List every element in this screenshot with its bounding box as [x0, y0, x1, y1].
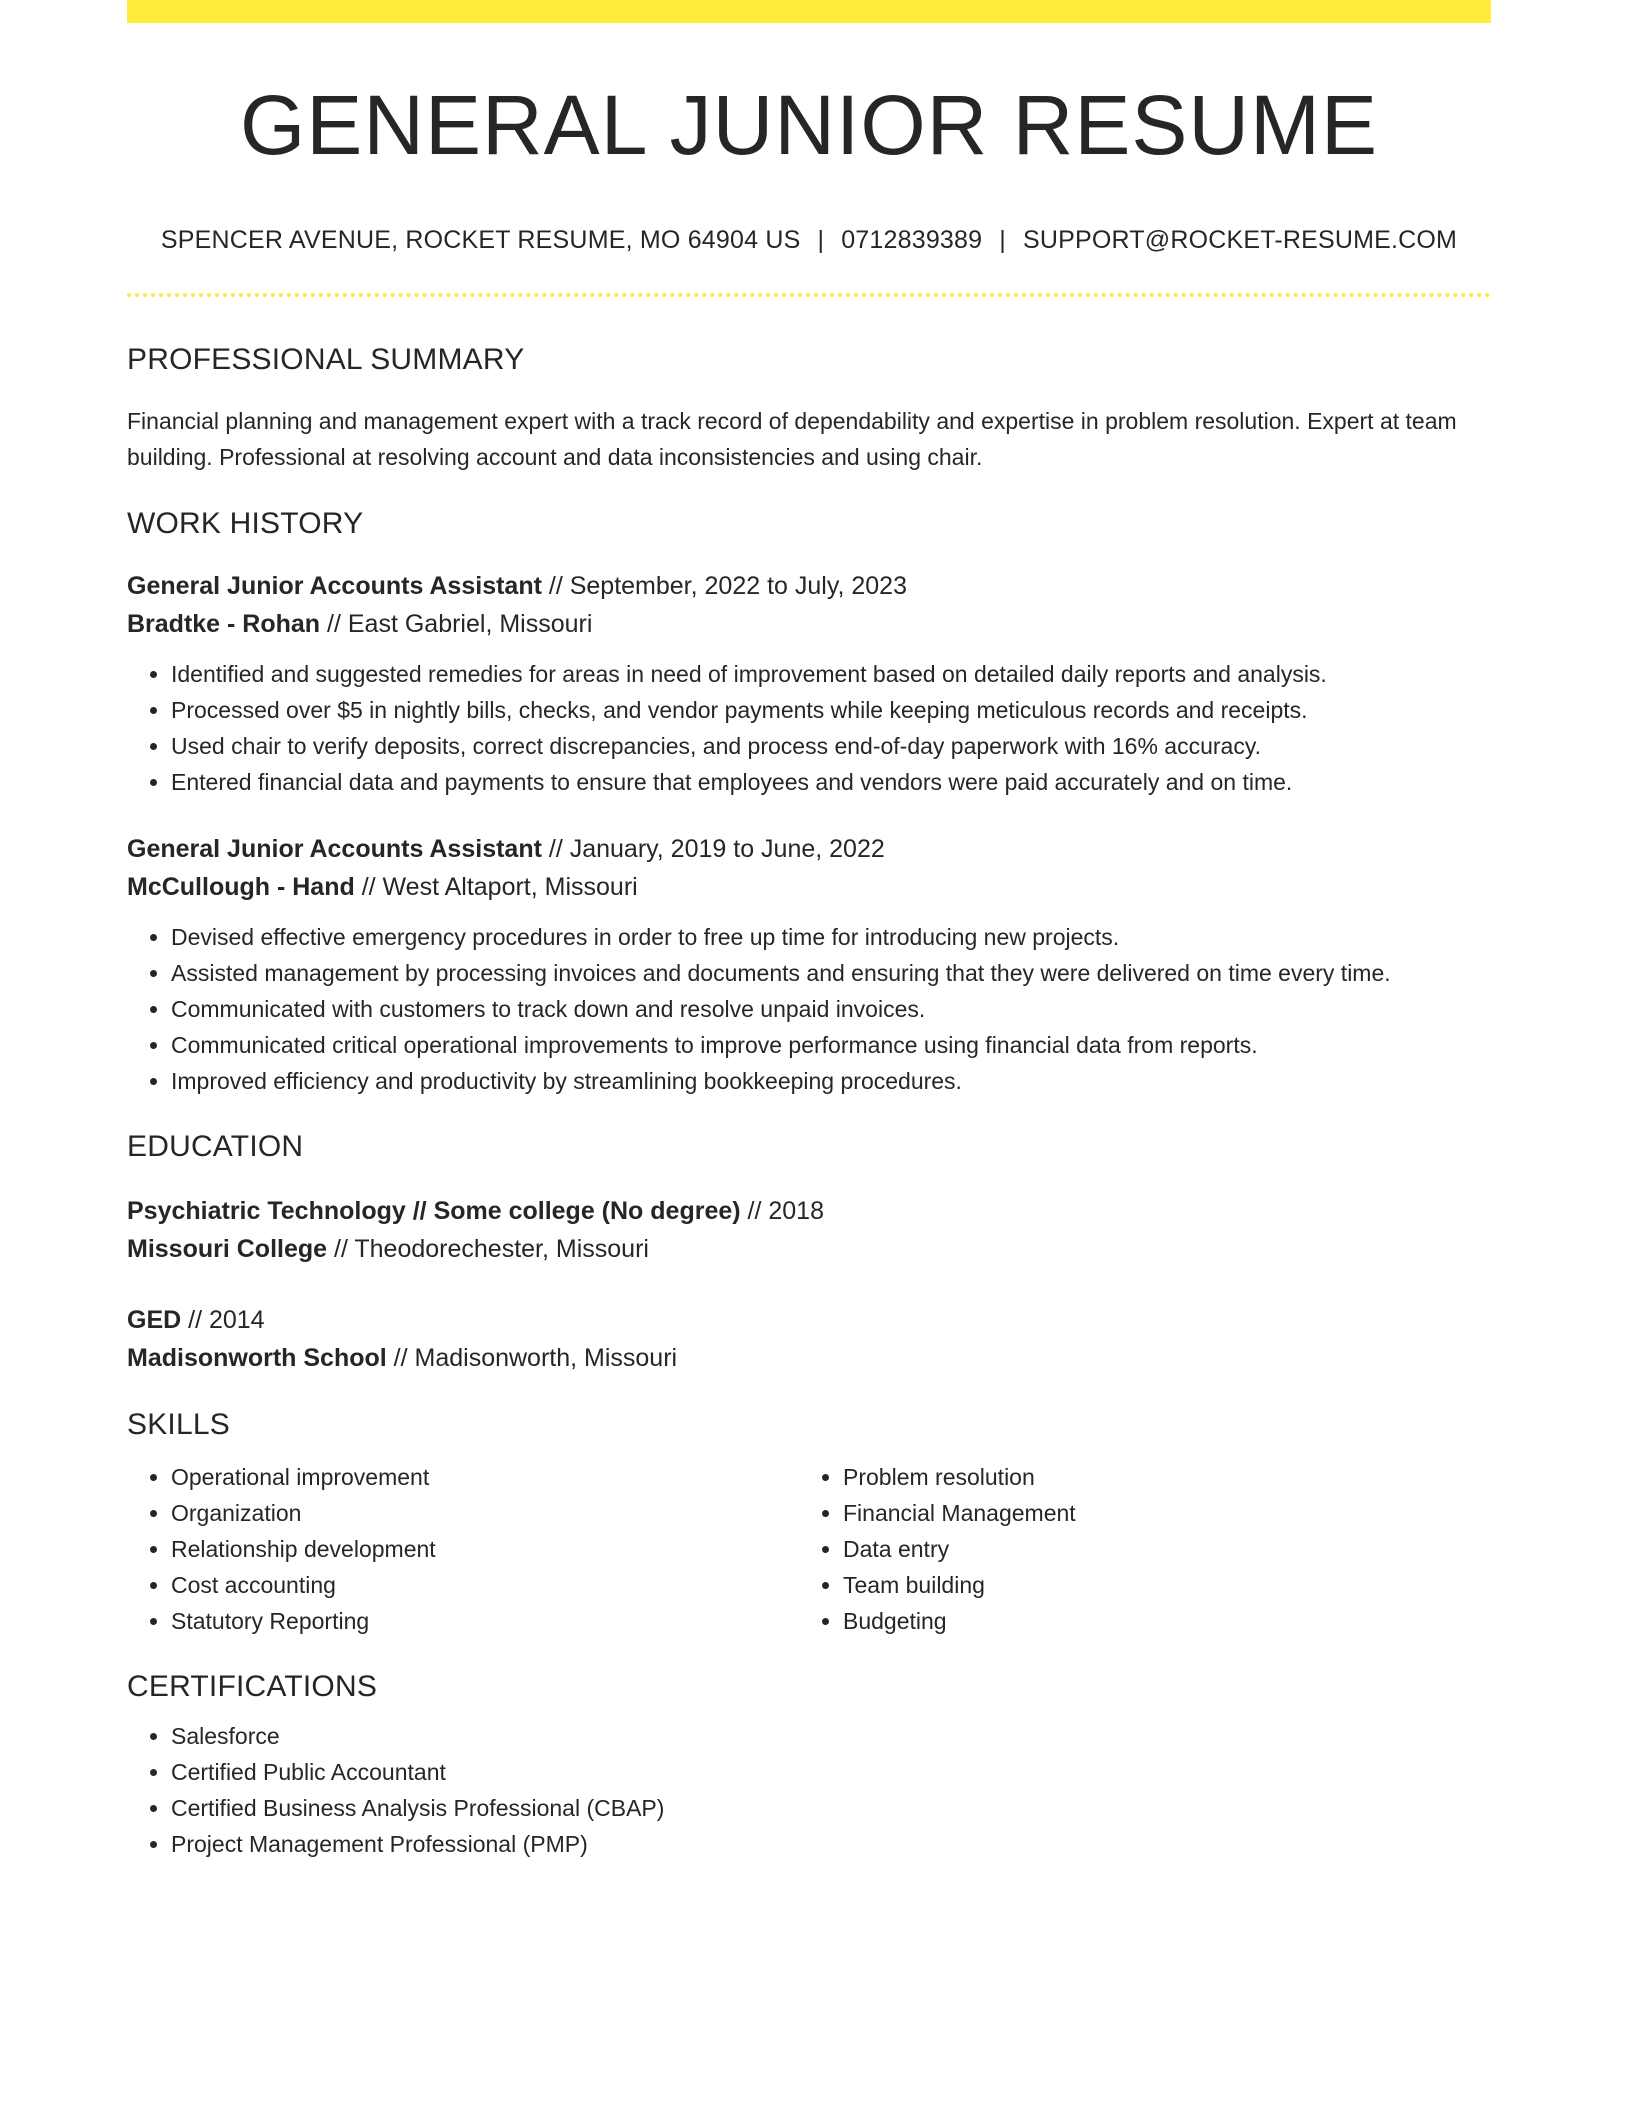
education-degree-line [127, 1301, 1491, 1339]
list-item: • Communicated with customers to track down and resolve unpaid invoices. [171, 991, 1491, 1027]
job-role: General Junior Accounts Assistant [127, 572, 542, 600]
resume-page [127, 0, 1491, 1862]
job-location: // East Gabriel, Missouri [320, 610, 593, 638]
section-title-work-history: WORK HISTORY [127, 507, 364, 540]
list-item: • Communicated critical operational improvements to improve performance using financial data from reports. [171, 1027, 1491, 1063]
list-item: • Certified Public Accountant [171, 1754, 1491, 1790]
education-location: // Theodorechester, Missouri [327, 1235, 649, 1263]
job-company-line [127, 868, 1491, 906]
job-role-line [127, 830, 1491, 868]
contact-line [127, 225, 1491, 255]
list-item: • Budgeting [843, 1603, 1471, 1639]
education-degree: GED [127, 1306, 182, 1334]
list-item: • Statutory Reporting [171, 1603, 799, 1639]
list-item: • Project Management Professional (PMP) [171, 1826, 1491, 1862]
education-school-line [127, 1230, 1491, 1268]
job-bullets [127, 919, 1491, 1099]
list-item: • Entered financial data and payments to ensure that employees and vendors were paid accurately and on time. [171, 764, 1491, 800]
job-entry [127, 830, 1491, 906]
job-dates: // January, 2019 to June, 2022 [541, 835, 885, 863]
section-title-skills: SKILLS [127, 1408, 230, 1441]
list-item: • Certified Business Analysis Professional (CBAP) [171, 1790, 1491, 1826]
contact-phone: 0712839389 [841, 226, 983, 254]
education-school: Missouri College [127, 1235, 328, 1263]
list-item: • Devised effective emergency procedures in order to free up time for introducing new projects. [171, 919, 1491, 955]
education-location: // Madisonworth, Missouri [386, 1344, 678, 1372]
summary-text: Financial planning and management expert with a track record of dependability and expertise in problem resolution. Expert at team building. Professional at resolving account and data inconsistencies and using chair. [127, 408, 1457, 470]
job-role: General Junior Accounts Assistant [127, 835, 542, 863]
list-item: • Financial Management [843, 1495, 1471, 1531]
education-year: // 2018 [740, 1197, 824, 1225]
job-company: Bradtke - Rohan [127, 610, 321, 638]
list-item: • Problem resolution [843, 1459, 1471, 1495]
list-item: • Cost accounting [171, 1567, 799, 1603]
section-title-summary: PROFESSIONAL SUMMARY [127, 343, 525, 376]
list-item: • Identified and suggested remedies for areas in need of improvement based on detailed daily reports and analysis. [171, 656, 1491, 692]
list-item: • Operational improvement [171, 1459, 799, 1495]
contact-address: SPENCER AVENUE, ROCKET RESUME, MO 64904 US [160, 226, 801, 254]
accent-top-bar [127, 0, 1491, 23]
contact-email: SUPPORT@ROCKET-RESUME.COM [1022, 226, 1458, 254]
list-item: • Salesforce [171, 1718, 1491, 1754]
list-item: • Organization [171, 1495, 799, 1531]
job-entry [127, 567, 1491, 643]
certifications-list [127, 1718, 1491, 1862]
skills-column-left [127, 1459, 799, 1639]
job-role-line [127, 567, 1491, 605]
section-title-education: EDUCATION [127, 1130, 304, 1163]
list-item: • Assisted management by processing invoices and documents and ensuring that they were delivered on time every time. [171, 955, 1491, 991]
section-title-certifications: CERTIFICATIONS [127, 1670, 378, 1703]
skills-column-right [799, 1459, 1471, 1639]
list-item: • Used chair to verify deposits, correct discrepancies, and process end-of-day paperwork with 16% accuracy. [171, 728, 1491, 764]
education-school-line [127, 1339, 1491, 1377]
job-bullets [127, 656, 1491, 800]
job-company-line [127, 605, 1491, 643]
education-school: Madisonworth School [127, 1344, 387, 1372]
education-entry [127, 1192, 1491, 1268]
job-location: // West Altaport, Missouri [354, 873, 638, 901]
list-item: • Data entry [843, 1531, 1471, 1567]
list-item: • Improved efficiency and productivity by streamlining bookkeeping procedures. [171, 1063, 1491, 1099]
education-degree-line [127, 1192, 1491, 1230]
contact-separator: | [999, 226, 1006, 254]
list-item: • Relationship development [171, 1531, 799, 1567]
education-year: // 2014 [181, 1306, 265, 1334]
list-item: • Processed over $5 in nightly bills, checks, and vendor payments while keeping meticulous records and receipts. [171, 692, 1491, 728]
education-entry [127, 1301, 1491, 1377]
dotted-divider [127, 293, 1491, 297]
contact-separator: | [817, 226, 825, 254]
job-company: McCullough - Hand [127, 873, 355, 901]
job-dates: // September, 2022 to July, 2023 [541, 572, 907, 600]
education-degree: Psychiatric Technology // Some college (No degree) [127, 1197, 741, 1225]
skills-grid [127, 1459, 1491, 1639]
list-item: • Team building [843, 1567, 1471, 1603]
resume-name: GENERAL JUNIOR RESUME [239, 78, 1379, 172]
